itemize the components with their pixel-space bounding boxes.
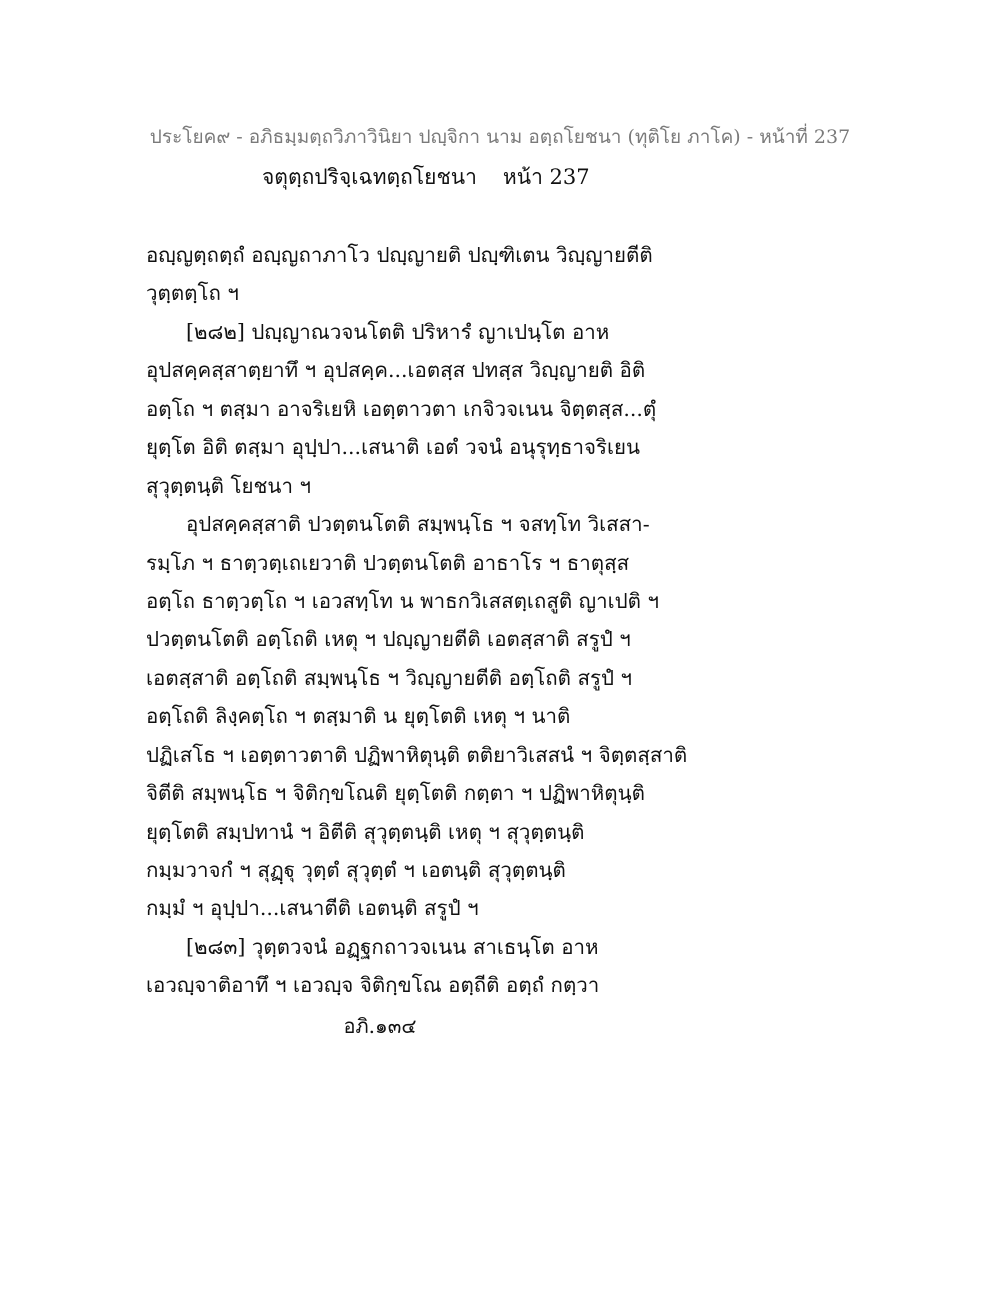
text-line: วุตฺตตฺโถ ฯ [146,281,239,306]
text-line: อุปสคฺคสฺสาตฺยาทึ ฯ อุปสคฺค...เอตสฺส ปทสฺส วิญฺญายติ อิติ [146,358,646,383]
text-line: ปฏิเสโธ ฯ เอตฺตาวตาติ ปฏิพาหิตุนฺติ ตติยาวิเสสนํ ฯ จิตฺตสฺสาติ [146,742,688,767]
text-line: อญฺญตฺถตฺถํ อญฺญถาภาโว ปญฺญายติ ปญฺฑิเตน วิญฺญายตีติ [146,243,653,267]
text-line: อุปสคฺคสฺสาติ ปวตฺตนโตติ สมฺพนฺโธ ฯ จสทฺโท วิเสสา- [186,512,650,537]
text-line: อตฺโถติ ลิงฺคตฺโถ ฯ ตสฺมาติ น ยุตฺโตติ เหตุ ฯ นาติ [146,704,571,729]
running-header: ประโยค๙ - อภิธมฺมตฺถวิภาวินิยา ปญฺจิกา นาม อตฺถโยชนา (ทุติโย ภาโค) - หน้าที่ 237 [149,126,851,148]
text-line: [๒๘๒] ปญฺญาณวจนโตติ ปริหารํ ญาเปนฺโต อาห [186,319,610,344]
page-label: หน้า 237 [502,165,590,189]
section-header [262,161,590,194]
footer-page-ref: อภิ.๑๓๔ [343,1014,417,1038]
text-line: อตฺโถ ธาตฺวตฺโถ ฯ เอวสทฺโท น พาธกวิเสสตฺเถสูติ ญาเปติ ฯ [146,588,660,613]
text-line: เอตสฺสาติ อตฺโถติ สมฺพนฺโธ ฯ วิญฺญายตีติ อตฺโถติ สรูปํ ฯ [146,665,633,690]
text-line: สุวุตฺตนฺติ โยชนา ฯ [146,473,311,498]
text-line: ปวตฺตนโตติ อตฺโถติ เหตุ ฯ ปญฺญายตีติ เอตสฺสาติ สรูปํ ฯ [146,627,631,652]
text-line: กมฺมวาจกํ ฯ สุฏฺฐุ วุตฺตํ สุวุตฺตํ ฯ เอตนฺติ สุวุตฺตนฺติ [146,858,566,882]
text-line: อตฺโถ ฯ ตสฺมา อาจริเยหิ เอตฺตาวตา เกจิวจเนน จิตฺตสฺส...ตุํ [146,396,657,421]
text-line: กมฺมํ ฯ อุปฺปา...เสนาตีติ เอตนฺติ สรูปํ ฯ [146,896,479,921]
text-line: [๒๘๓] วุตฺตวจนํ อฏฺฐกถาวจเนน สาเธนฺโต อาห [186,934,599,959]
text-line: จิตีติ สมฺพนฺโธ ฯ จิติกฺขโณติ ยุตฺโตติ กตฺตา ฯ ปฏิพาหิตุนฺติ [146,781,645,806]
text-line: รมฺโภ ฯ ธาตฺวตฺเถเยวาติ ปวตฺตนโตติ อาธาโร ฯ ธาตุสฺส [146,550,630,575]
text-line: เอวญฺจาติอาทึ ฯ เอวญฺจ จิติกฺขโณ อตฺถีติ อตฺถํ กตฺวา [146,973,600,998]
section-title: จตุตฺถปริจฺเฉทตฺถโยชนา [262,165,477,189]
text-line: ยุตฺโต อิติ ตสฺมา อุปฺปา...เสนาติ เอตํ วจนํ อนุรุทฺธาจริเยน [146,435,641,460]
body-text [146,236,686,1005]
text-line: ยุตฺโตติ สมฺปทานํ ฯ อิตีติ สุวุตฺตนฺติ เหตุ ฯ สุวุตฺตนฺติ [146,819,585,844]
